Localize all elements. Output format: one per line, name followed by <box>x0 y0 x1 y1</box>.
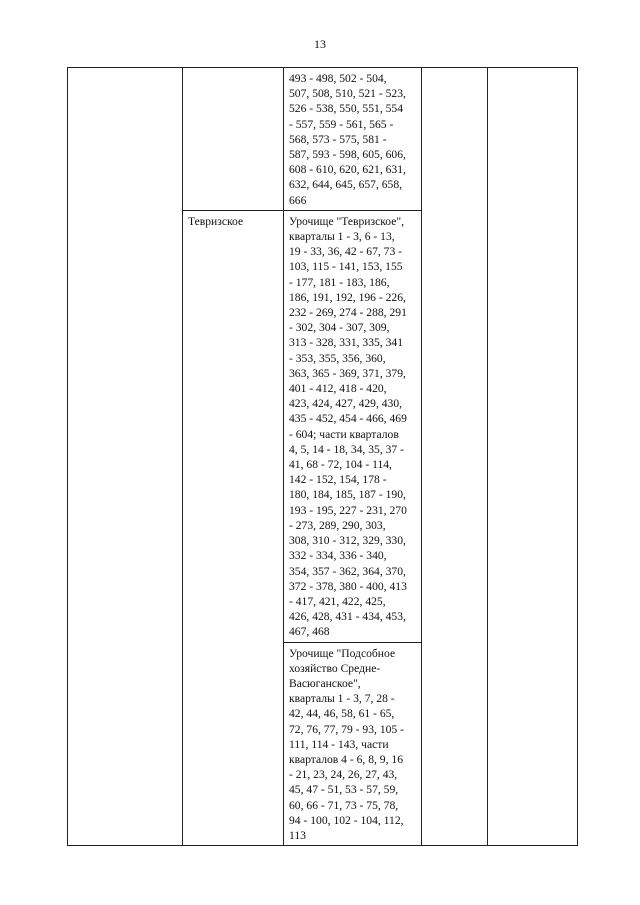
tract-tevrizskoe-quarters: Урочище "Тевризское", кварталы 1 - 3, 6 - 13, 19 - 33, 36, 42 - 67, 73 - 103, 115 - 141, 153, 155 - 177, 181 - 183, 186, 186, 191, 192, 196 - 226, 232 - 269, 274 - 288, 291 - 302, 304 - 307, 309, 313 - 328, 331, 335, 341 - 353, 355, 356, 360, 363, 365 - 369, 371, 379, 401 - 412, 418 - 420, 423, 424, 427, 429, 430, 435 - 452, 454 - 466, 469 - 604; части кварталов 4, 5, 14 - 18, 34, 35, 37 - 41, 68 - 72, 104 - 114, 142 - 152, 154, 178 - 180, 184, 185, 187 - 190, 193 - 195, 227 - 231, 270 - 273, 289, 290, 303, 308, 310 - 312, 329, 330, 332 - 334, 336 - 340, 354, 357 - 362, 364, 370, 372 - 378, 380 - 400, 413 - 417, 421, 422, 425, 426, 428, 431 - 434, 453, 467, 468 <box>289 214 407 639</box>
table-cell-col3 <box>284 68 422 211</box>
tract-podsobnoe-quarters: Урочище "Подсобное хозяйство Средне- Васюганское", кварталы 1 - 3, 7, 28 - 42, 44, 46, 58, 61 - 65, 72, 76, 77, 79 - 93, 105 - 111, 114 - 143, части кварталов 4 - 6, 8, 9, 16 - 21, 23, 24, 26, 27, 43, 45, 47 - 51, 53 - 57, 59, 60, 66 - 71, 73 - 75, 78, 94 - 100, 102 - 104, 112, 113 <box>289 646 404 842</box>
table-cell-col5 <box>488 68 578 846</box>
table-cell-col2 <box>183 210 284 845</box>
page-number: 13 <box>314 37 326 51</box>
quarters-list-continued: 493 - 498, 502 - 504, 507, 508, 510, 521 - 523, 526 - 538, 550, 551, 554 - 557, 559 - 561, 565 - 568, 573 - 575, 581 - 587, 593 - 598, 605, 606, 608 - 610, 620, 621, 631, 632, 644, 645, 657, 658, 666 <box>289 72 406 207</box>
table-cell-col4 <box>422 68 488 846</box>
table-cell-col1 <box>68 68 183 846</box>
forest-quarters-table <box>67 67 578 846</box>
table-cell-col2 <box>183 68 284 211</box>
table-row <box>68 68 578 211</box>
table-cell-col3 <box>284 642 422 846</box>
table-cell-col3 <box>284 210 422 642</box>
district-name: Тевризское <box>188 214 244 228</box>
